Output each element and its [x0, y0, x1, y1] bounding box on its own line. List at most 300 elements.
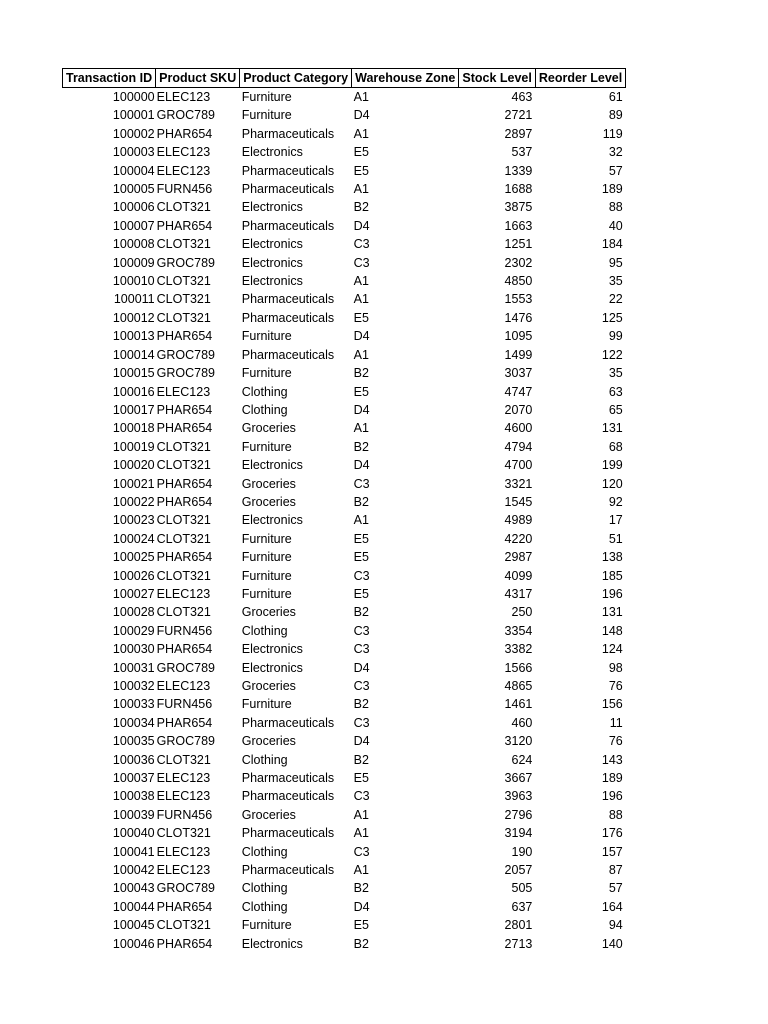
product-sku-cell: GROC789	[156, 108, 215, 123]
product-sku-cell: PHAR654	[156, 329, 213, 344]
table-row	[63, 88, 626, 107]
transaction-id-cell: 100003	[112, 145, 155, 160]
table-row	[63, 456, 626, 474]
warehouse-zone-cell: B2	[353, 881, 369, 896]
product-sku-cell: CLOT321	[156, 531, 211, 546]
reorder-level-cell: 189	[601, 771, 623, 786]
table-row	[63, 235, 626, 253]
reorder-level-cell: 143	[601, 752, 623, 767]
product-sku-cell: FURN456	[156, 697, 213, 712]
product-sku-cell: CLOT321	[156, 605, 211, 620]
product-sku-cell: GROC789	[156, 255, 215, 270]
stock-level-cell: 1095	[504, 329, 533, 344]
product-sku-cell: FURN456	[156, 623, 213, 638]
table-row	[63, 475, 626, 493]
transaction-id-cell: 100000	[112, 90, 155, 104]
warehouse-zone-cell: D4	[353, 108, 370, 123]
reorder-level-cell: 76	[608, 679, 623, 693]
transaction-id-cell: 100014	[112, 347, 155, 362]
warehouse-zone-cell: E5	[353, 550, 369, 565]
table-row	[63, 254, 626, 272]
product-sku-cell: ELEC123	[156, 90, 211, 104]
table-row	[63, 879, 626, 897]
product-sku-cell: PHAR654	[156, 642, 213, 657]
reorder-level-cell: 35	[608, 366, 623, 381]
warehouse-zone-cell: E5	[353, 310, 369, 325]
transaction-id-cell: 100026	[112, 568, 155, 583]
transaction-id-cell: 100022	[112, 494, 155, 509]
warehouse-zone-cell: D4	[353, 734, 370, 749]
transaction-id-cell: 100035	[112, 734, 155, 749]
transaction-id-cell: 100015	[112, 366, 155, 381]
stock-level-cell: 4747	[504, 384, 533, 399]
reorder-level-cell: 125	[601, 310, 623, 325]
warehouse-zone-cell: C3	[353, 623, 370, 638]
transaction-id-cell: 100010	[112, 274, 155, 289]
warehouse-zone-cell: E5	[353, 163, 369, 178]
table-row	[63, 327, 626, 345]
reorder-level-cell: 51	[608, 531, 623, 546]
product-sku-cell: CLOT321	[156, 274, 211, 289]
product-sku-cell: PHAR654	[156, 402, 213, 417]
transaction-id-cell: 100025	[112, 550, 155, 565]
stock-level-cell: 4700	[504, 458, 533, 473]
reorder-level-cell: 17	[608, 513, 623, 528]
header-row	[63, 69, 626, 88]
table-row	[63, 530, 626, 548]
stock-level-cell: 1566	[504, 660, 533, 675]
stock-level-cell: 190	[511, 844, 533, 859]
product-category-cell: Groceries	[241, 734, 296, 749]
transaction-id-cell: 100044	[112, 899, 155, 914]
warehouse-zone-cell: E5	[353, 384, 369, 399]
warehouse-zone-cell: A1	[353, 274, 369, 289]
product-category-cell: Electronics	[241, 274, 303, 289]
transaction-id-cell: 100031	[112, 660, 155, 675]
product-sku-cell: ELEC123	[156, 863, 211, 878]
warehouse-zone-cell: A1	[353, 513, 369, 528]
product-sku-cell: ELEC123	[156, 145, 211, 160]
transaction-id-cell: 100006	[112, 200, 155, 215]
warehouse-zone-cell: C3	[353, 237, 370, 252]
product-sku-cell: CLOT321	[156, 439, 211, 454]
product-category-cell: Clothing	[241, 899, 288, 914]
stock-level-cell: 4317	[504, 586, 533, 601]
product-category-cell: Groceries	[241, 807, 296, 822]
table-row	[63, 567, 626, 585]
reorder-level-cell: 176	[601, 826, 623, 841]
stock-level-cell: 1545	[504, 494, 533, 509]
reorder-level-cell: 88	[608, 200, 623, 215]
stock-level-cell: 1663	[504, 218, 533, 233]
stock-level-cell: 2070	[504, 402, 533, 417]
product-category-cell: Furniture	[241, 439, 292, 454]
product-sku-cell: CLOT321	[156, 918, 211, 933]
table-row	[63, 843, 626, 861]
product-category-cell: Furniture	[241, 568, 292, 583]
product-sku-cell: CLOT321	[156, 568, 211, 583]
warehouse-zone-cell: C3	[353, 642, 370, 657]
product-category-cell: Groceries	[241, 679, 296, 693]
stock-level-cell: 4794	[504, 439, 533, 454]
product-category-cell: Pharmaceuticals	[241, 789, 335, 804]
table-row	[63, 732, 626, 750]
reorder-level-cell: 196	[601, 789, 623, 804]
transaction-id-cell: 100020	[112, 458, 155, 473]
stock-level-cell: 3667	[504, 771, 533, 786]
product-sku-cell: ELEC123	[156, 789, 211, 804]
reorder-level-cell: 94	[608, 918, 623, 933]
product-sku-cell: CLOT321	[156, 458, 211, 473]
transaction-id-cell: 100009	[112, 255, 155, 270]
product-category-cell: Electronics	[241, 237, 303, 252]
warehouse-zone-cell: A1	[353, 807, 369, 822]
stock-level-cell: 2721	[504, 108, 533, 123]
product-category-cell: Pharmaceuticals	[241, 218, 335, 233]
product-sku-cell: PHAR654	[156, 715, 213, 730]
stock-level-cell: 3382	[504, 642, 533, 657]
warehouse-zone-cell: E5	[353, 531, 369, 546]
warehouse-zone-cell: C3	[353, 476, 370, 491]
reorder-level-cell: 131	[601, 421, 623, 436]
stock-level-cell: 1251	[504, 237, 533, 252]
transaction-id-cell: 100008	[112, 237, 155, 252]
table-row	[63, 806, 626, 824]
warehouse-zone-cell: D4	[353, 899, 370, 914]
warehouse-zone-cell: E5	[353, 145, 369, 160]
transaction-id-cell: 100028	[112, 605, 155, 620]
warehouse-zone-cell: C3	[353, 255, 370, 270]
product-category-cell: Groceries	[241, 605, 296, 620]
warehouse-zone-cell: C3	[353, 789, 370, 804]
product-sku-cell: GROC789	[156, 366, 215, 381]
table-row	[63, 916, 626, 934]
warehouse-zone-cell: C3	[353, 679, 370, 693]
transaction-id-cell: 100001	[112, 108, 155, 123]
table-row	[63, 603, 626, 621]
product-category-cell: Furniture	[241, 90, 292, 104]
warehouse-zone-cell: D4	[353, 329, 370, 344]
table-row	[63, 309, 626, 327]
warehouse-zone-cell: C3	[353, 568, 370, 583]
table-row	[63, 640, 626, 658]
warehouse-zone-cell: B2	[353, 366, 369, 381]
table-row	[63, 585, 626, 603]
reorder-level-cell: 87	[608, 863, 623, 878]
reorder-level-cell: 157	[601, 844, 623, 859]
transaction-id-cell: 100043	[112, 881, 155, 896]
product-sku-cell: PHAR654	[156, 126, 213, 141]
product-category-cell: Pharmaceuticals	[241, 715, 335, 730]
transaction-id-cell: 100029	[112, 623, 155, 638]
product-category-cell: Pharmaceuticals	[241, 771, 335, 786]
header-warehouse-zone: Warehouse Zone	[352, 69, 459, 88]
transaction-id-cell: 100024	[112, 531, 155, 546]
data-sheet	[62, 68, 626, 953]
transaction-id-cell: 100002	[112, 126, 155, 141]
table-row	[63, 438, 626, 456]
stock-level-cell: 460	[511, 715, 533, 730]
table-row	[63, 861, 626, 879]
product-sku-cell: PHAR654	[156, 476, 213, 491]
warehouse-zone-cell: B2	[353, 200, 369, 215]
transaction-id-cell: 100019	[112, 439, 155, 454]
product-category-cell: Furniture	[241, 108, 292, 123]
stock-level-cell: 2796	[504, 807, 533, 822]
reorder-level-cell: 92	[608, 494, 623, 509]
product-category-cell: Clothing	[241, 844, 288, 859]
reorder-level-cell: 11	[609, 715, 623, 730]
stock-level-cell: 2801	[504, 918, 533, 933]
stock-level-cell: 4865	[504, 679, 533, 693]
table-row	[63, 180, 626, 198]
table-row	[63, 217, 626, 235]
transaction-id-cell: 100045	[112, 918, 155, 933]
warehouse-zone-cell: A1	[353, 126, 369, 141]
product-category-cell: Clothing	[241, 402, 288, 417]
warehouse-zone-cell: D4	[353, 218, 370, 233]
warehouse-zone-cell: B2	[353, 752, 369, 767]
stock-level-cell: 2713	[504, 936, 533, 951]
product-category-cell: Groceries	[241, 494, 296, 509]
header-product-sku: Product SKU	[156, 69, 240, 88]
warehouse-zone-cell: C3	[353, 844, 370, 859]
warehouse-zone-cell: D4	[353, 402, 370, 417]
product-sku-cell: PHAR654	[156, 218, 213, 233]
stock-level-cell: 1688	[504, 182, 533, 197]
product-sku-cell: FURN456	[156, 182, 213, 197]
product-category-cell: Furniture	[241, 586, 292, 601]
header-stock-level: Stock Level	[459, 69, 535, 88]
stock-level-cell: 1476	[504, 310, 533, 325]
table-row	[63, 143, 626, 161]
product-sku-cell: PHAR654	[156, 550, 213, 565]
stock-level-cell: 1461	[504, 697, 533, 712]
product-category-cell: Pharmaceuticals	[241, 826, 335, 841]
reorder-level-cell: 196	[601, 586, 623, 601]
reorder-level-cell: 61	[608, 90, 623, 104]
product-category-cell: Clothing	[241, 881, 288, 896]
product-category-cell: Electronics	[241, 458, 303, 473]
product-sku-cell: CLOT321	[156, 310, 211, 325]
product-category-cell: Electronics	[241, 200, 303, 215]
reorder-level-cell: 122	[601, 347, 623, 362]
stock-level-cell: 250	[511, 605, 533, 620]
table-row	[63, 364, 626, 382]
stock-level-cell: 4850	[504, 274, 533, 289]
product-sku-cell: CLOT321	[156, 513, 211, 528]
stock-level-cell: 3875	[504, 200, 533, 215]
stock-level-cell: 505	[511, 881, 533, 896]
transaction-id-cell: 100027	[112, 586, 155, 601]
transaction-id-cell: 100037	[112, 771, 155, 786]
stock-level-cell: 3194	[504, 826, 533, 841]
product-sku-cell: GROC789	[156, 660, 215, 675]
transaction-id-cell: 100030	[112, 642, 155, 657]
transaction-id-cell: 100042	[112, 863, 155, 878]
product-category-cell: Electronics	[241, 255, 303, 270]
stock-level-cell: 1339	[504, 163, 533, 178]
table-row	[63, 162, 626, 180]
transaction-id-cell: 100038	[112, 789, 155, 804]
reorder-level-cell: 119	[602, 126, 623, 141]
table-header	[63, 69, 626, 88]
product-category-cell: Pharmaceuticals	[241, 863, 335, 878]
table-row	[63, 548, 626, 566]
product-category-cell: Furniture	[241, 918, 292, 933]
product-category-cell: Pharmaceuticals	[241, 182, 335, 197]
product-category-cell: Furniture	[241, 329, 292, 344]
stock-level-cell: 4989	[504, 513, 533, 528]
stock-level-cell: 537	[511, 145, 533, 160]
product-sku-cell: ELEC123	[156, 679, 211, 693]
stock-level-cell: 3963	[504, 789, 533, 804]
stock-level-cell: 1553	[504, 292, 533, 307]
warehouse-zone-cell: A1	[353, 347, 369, 362]
warehouse-zone-cell: B2	[353, 439, 369, 454]
reorder-level-cell: 124	[601, 642, 623, 657]
product-sku-cell: FURN456	[156, 807, 213, 822]
warehouse-zone-cell: B2	[353, 697, 369, 712]
table-row	[63, 659, 626, 677]
product-category-cell: Clothing	[241, 623, 288, 638]
transaction-id-cell: 100013	[112, 329, 155, 344]
reorder-level-cell: 95	[608, 255, 623, 270]
transaction-id-cell: 100040	[112, 826, 155, 841]
product-sku-cell: ELEC123	[156, 163, 211, 178]
table-row	[63, 383, 626, 401]
transaction-id-cell: 100036	[112, 752, 155, 767]
reorder-level-cell: 184	[601, 237, 623, 252]
table-row	[63, 695, 626, 713]
warehouse-zone-cell: C3	[353, 715, 370, 730]
stock-level-cell: 637	[511, 899, 533, 914]
product-sku-cell: ELEC123	[156, 771, 211, 786]
header-reorder-level: Reorder Level	[535, 69, 625, 88]
stock-level-cell: 2897	[504, 126, 533, 141]
product-sku-cell: ELEC123	[156, 384, 211, 399]
product-sku-cell: GROC789	[156, 734, 215, 749]
table-row	[63, 272, 626, 290]
warehouse-zone-cell: E5	[353, 586, 369, 601]
reorder-level-cell: 65	[608, 402, 623, 417]
product-sku-cell: PHAR654	[156, 494, 213, 509]
product-category-cell: Pharmaceuticals	[241, 126, 335, 141]
reorder-level-cell: 63	[608, 384, 623, 399]
product-category-cell: Electronics	[241, 513, 303, 528]
transaction-id-cell: 100005	[112, 182, 155, 197]
table-row	[63, 290, 626, 308]
transaction-id-cell: 100016	[112, 384, 155, 399]
product-sku-cell: ELEC123	[156, 844, 211, 859]
warehouse-zone-cell: A1	[353, 90, 369, 104]
product-category-cell: Electronics	[241, 936, 303, 951]
reorder-level-cell: 131	[601, 605, 623, 620]
transaction-id-cell: 100034	[112, 715, 155, 730]
transaction-id-cell: 100033	[112, 697, 155, 712]
table-row	[63, 511, 626, 529]
product-sku-cell: CLOT321	[156, 292, 211, 307]
transaction-id-cell: 100017	[112, 402, 155, 417]
warehouse-zone-cell: A1	[353, 421, 369, 436]
product-category-cell: Clothing	[241, 384, 288, 399]
stock-level-cell: 2302	[504, 255, 533, 270]
product-category-cell: Furniture	[241, 697, 292, 712]
reorder-level-cell: 98	[608, 660, 623, 675]
reorder-level-cell: 40	[608, 218, 623, 233]
table-body	[63, 88, 626, 954]
stock-level-cell: 4220	[504, 531, 533, 546]
stock-level-cell: 4099	[504, 568, 533, 583]
table-row	[63, 622, 626, 640]
header-transaction-id: Transaction ID	[63, 69, 156, 88]
reorder-level-cell: 148	[601, 623, 623, 638]
product-category-cell: Furniture	[241, 366, 292, 381]
stock-level-cell: 3354	[504, 623, 533, 638]
product-category-cell: Furniture	[241, 531, 292, 546]
table-row	[63, 125, 626, 143]
reorder-level-cell: 32	[608, 145, 623, 160]
product-category-cell: Pharmaceuticals	[241, 310, 335, 325]
stock-level-cell: 2987	[504, 550, 533, 565]
product-category-cell: Electronics	[241, 642, 303, 657]
reorder-level-cell: 22	[608, 292, 623, 307]
product-sku-cell: ELEC123	[156, 586, 211, 601]
stock-level-cell: 3120	[504, 734, 533, 749]
warehouse-zone-cell: E5	[353, 771, 369, 786]
warehouse-zone-cell: B2	[353, 605, 369, 620]
warehouse-zone-cell: D4	[353, 458, 370, 473]
transaction-id-cell: 100039	[112, 807, 155, 822]
product-sku-cell: PHAR654	[156, 421, 213, 436]
product-sku-cell: CLOT321	[156, 200, 211, 215]
transaction-id-cell: 100046	[112, 936, 155, 951]
header-product-category: Product Category	[240, 69, 352, 88]
reorder-level-cell: 35	[608, 274, 623, 289]
table-row	[63, 824, 626, 842]
reorder-level-cell: 76	[608, 734, 623, 749]
transaction-id-cell: 100011	[113, 292, 155, 307]
table-row	[63, 419, 626, 437]
transaction-id-cell: 100012	[112, 310, 155, 325]
reorder-level-cell: 57	[608, 163, 623, 178]
product-category-cell: Electronics	[241, 660, 303, 675]
warehouse-zone-cell: A1	[353, 826, 369, 841]
stock-level-cell: 624	[511, 752, 533, 767]
table-row	[63, 401, 626, 419]
transaction-id-cell: 100041	[112, 844, 155, 859]
reorder-level-cell: 68	[608, 439, 623, 454]
reorder-level-cell: 140	[601, 936, 623, 951]
product-category-cell: Groceries	[241, 421, 296, 436]
warehouse-zone-cell: A1	[353, 182, 369, 197]
product-category-cell: Electronics	[241, 145, 303, 160]
product-category-cell: Pharmaceuticals	[241, 292, 335, 307]
reorder-level-cell: 99	[608, 329, 623, 344]
reorder-level-cell: 138	[601, 550, 623, 565]
transaction-id-cell: 100023	[112, 513, 155, 528]
product-sku-cell: PHAR654	[156, 936, 213, 951]
table-row	[63, 898, 626, 916]
table-row	[63, 677, 626, 695]
table-row	[63, 935, 626, 953]
transaction-id-cell: 100007	[112, 218, 155, 233]
product-sku-cell: CLOT321	[156, 826, 211, 841]
product-category-cell: Clothing	[241, 752, 288, 767]
table-row	[63, 714, 626, 732]
reorder-level-cell: 156	[601, 697, 623, 712]
warehouse-zone-cell: B2	[353, 936, 369, 951]
